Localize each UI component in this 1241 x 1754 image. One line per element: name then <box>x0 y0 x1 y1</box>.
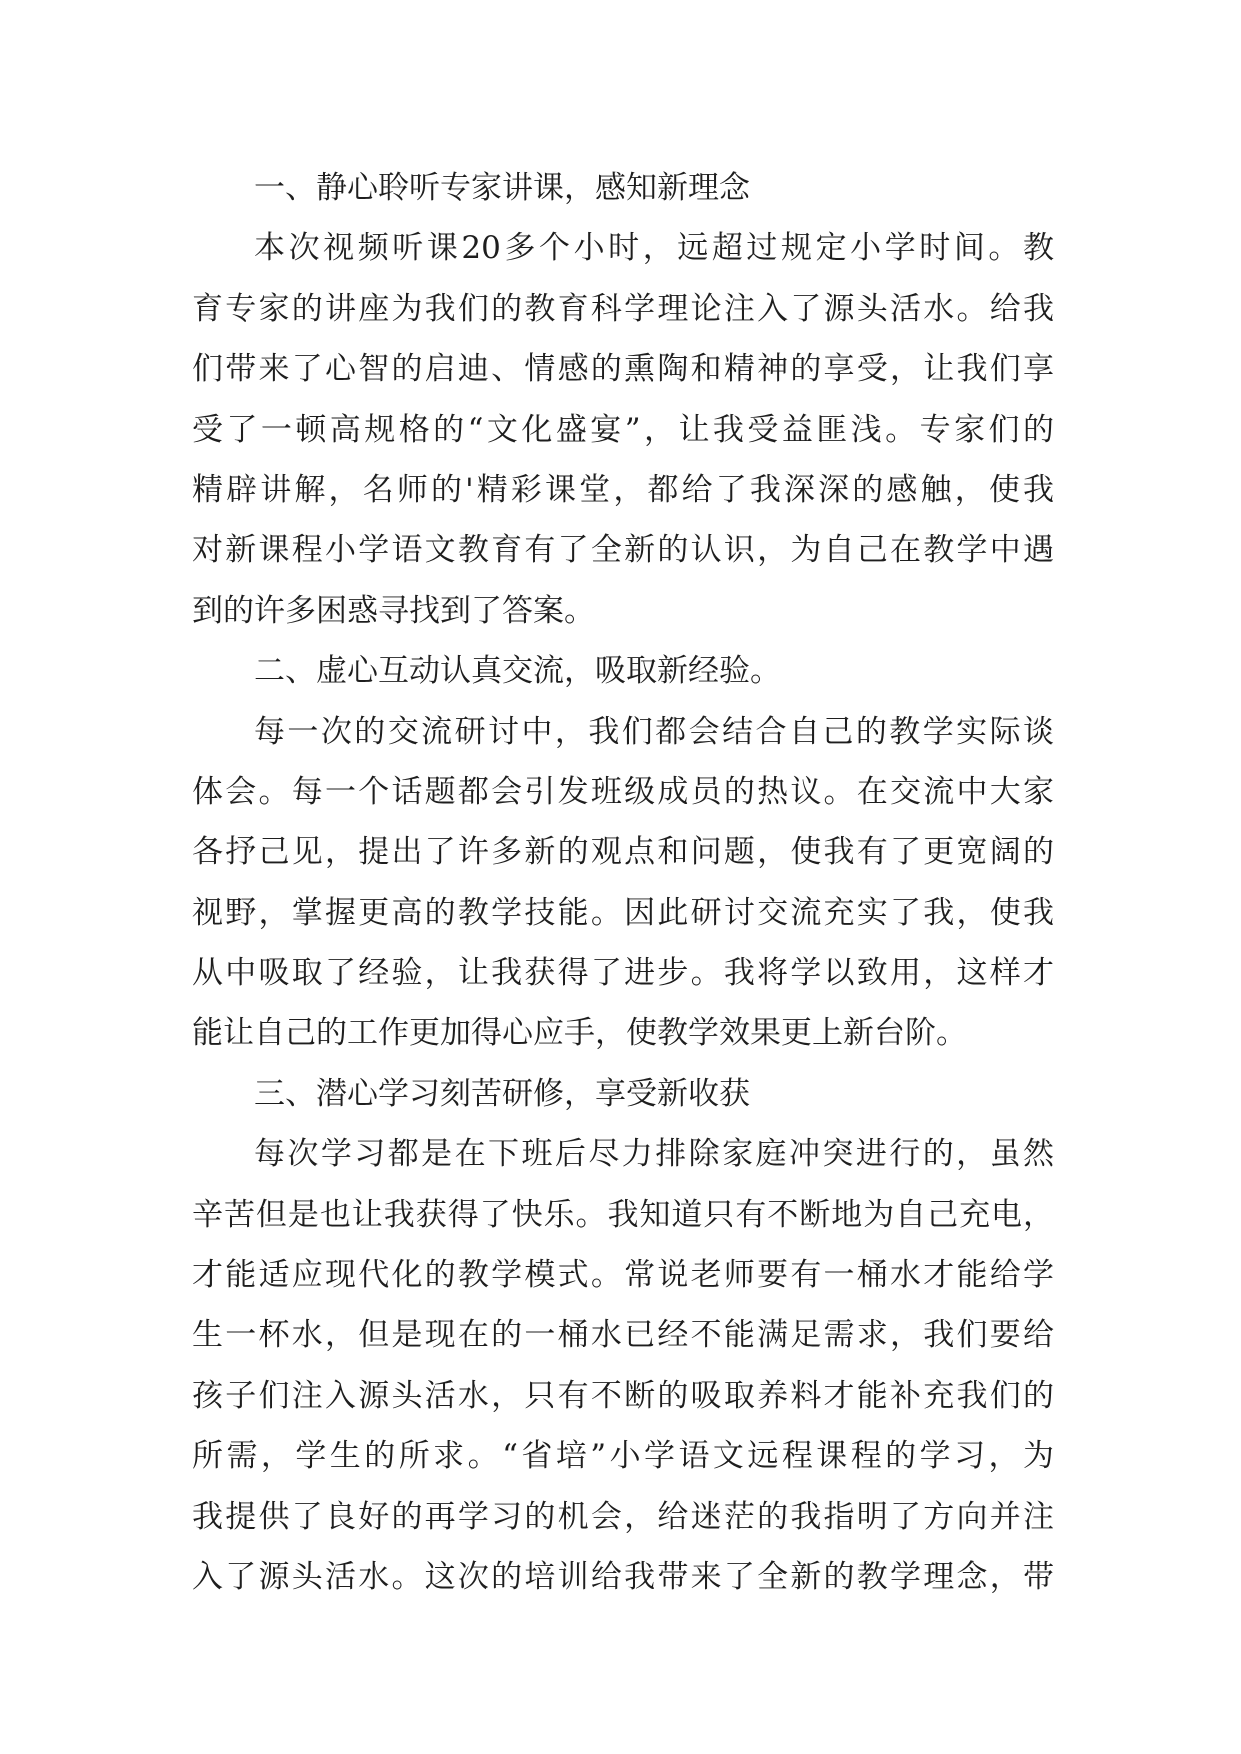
paragraph-line: 每次学习都是在下班后尽力排除家庭冲突进行的，虽然 <box>254 1136 1054 1173</box>
paragraph-line: 体会。每一个话题都会引发班级成员的热议。在交流中大家 <box>192 773 1054 810</box>
heading-3: 三、潜心学习刻苦研修，享受新收获 <box>254 1075 750 1112</box>
paragraph-line: 育专家的讲座为我们的教育科学理论注入了源头活水。给我 <box>192 290 1054 327</box>
paragraph-line: 精辟讲解，名师的'精彩课堂，都给了我深深的感触，使我 <box>192 471 1054 508</box>
document-body <box>192 158 1054 1607</box>
paragraph-line: 才能适应现代化的教学模式。常说老师要有一桶水才能给学 <box>192 1257 1054 1294</box>
paragraph-line: 能让自己的工作更加得心应手，使教学效果更上新台阶。 <box>192 1015 967 1052</box>
paragraph-line: 视野，掌握更高的教学技能。因此研讨交流充实了我，使我 <box>192 894 1054 931</box>
paragraph-line: 入了源头活水。这次的培训给我带来了全新的教学理念，带 <box>192 1558 1054 1595</box>
paragraph-line: 本次视频听课20多个小时，远超过规定小学时间。教 <box>254 230 1054 267</box>
paragraph-line: 受了一顿高规格的“文化盛宴”，让我受益匪浅。专家们的 <box>192 411 1054 448</box>
heading-1: 一、静心聆听专家讲课，感知新理念 <box>254 170 750 206</box>
paragraph-line: 生一杯水，但是现在的一桶水已经不能满足需求，我们要给 <box>192 1317 1054 1354</box>
paragraph-line: 每一次的交流研讨中，我们都会结合自己的教学实际谈 <box>254 713 1054 750</box>
paragraph-line: 辛苦但是也让我获得了快乐。我知道只有不断地为自己充电， <box>192 1196 1054 1233</box>
paragraph-line: 对新课程小学语文教育有了全新的认识，为自己在教学中遇 <box>192 532 1054 569</box>
paragraph-line: 们带来了心智的启迪、情感的熏陶和精神的享受，让我们享 <box>192 351 1054 388</box>
paragraph-line: 各抒己见，提出了许多新的观点和问题，使我有了更宽阔的 <box>192 834 1054 871</box>
paragraph-line: 我提供了良好的再学习的机会，给迷茫的我指明了方向并注 <box>192 1498 1054 1535</box>
heading-2: 二、虚心互动认真交流，吸取新经验。 <box>254 653 781 690</box>
paragraph-line: 从中吸取了经验，让我获得了进步。我将学以致用，这样才 <box>192 955 1054 992</box>
paragraph-line: 所需，学生的所求。“省培”小学语文远程课程的学习，为 <box>192 1438 1054 1475</box>
paragraph-line: 到的许多困惑寻找到了答案。 <box>192 592 595 629</box>
paragraph-line: 孩子们注入源头活水，只有不断的吸取养料才能补充我们的 <box>192 1377 1054 1414</box>
